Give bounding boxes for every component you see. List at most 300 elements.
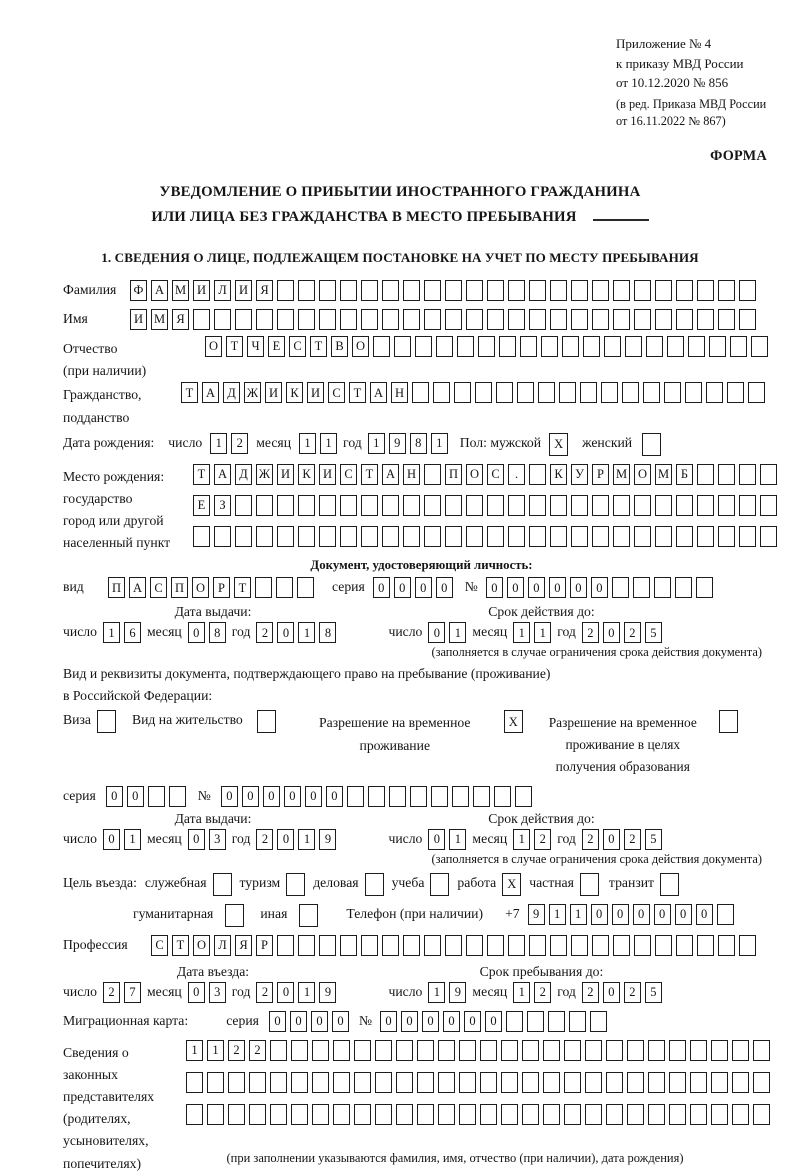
char-cell[interactable]: 0 [612, 904, 629, 925]
char-cell[interactable] [571, 935, 588, 956]
char-cell[interactable] [214, 309, 231, 330]
char-cell[interactable] [690, 1104, 707, 1125]
char-cell[interactable] [475, 382, 492, 403]
char-cell[interactable]: 1 [320, 433, 337, 454]
char-cell[interactable] [718, 935, 735, 956]
id-issue-year-cells[interactable] [256, 622, 336, 643]
char-cell[interactable]: С [151, 935, 168, 956]
char-cell[interactable] [375, 1040, 392, 1061]
legal-cells-row2[interactable] [186, 1072, 770, 1093]
char-cell[interactable]: 0 [188, 982, 205, 1003]
char-cell[interactable] [753, 1104, 770, 1125]
char-cell[interactable] [487, 935, 504, 956]
char-cell[interactable] [494, 786, 511, 807]
char-cell[interactable] [424, 495, 441, 516]
char-cell[interactable]: 0 [221, 786, 238, 807]
char-cell[interactable] [291, 1040, 308, 1061]
char-cell[interactable] [270, 1072, 287, 1093]
id-seriya-cells[interactable] [373, 577, 453, 598]
char-cell[interactable]: 1 [299, 433, 316, 454]
male-checkbox[interactable] [549, 433, 568, 456]
char-cell[interactable]: А [151, 280, 168, 301]
char-cell[interactable] [585, 1104, 602, 1125]
char-cell[interactable]: Ж [244, 382, 261, 403]
char-cell[interactable]: 1 [549, 904, 566, 925]
char-cell[interactable]: З [214, 495, 231, 516]
char-cell[interactable] [417, 1072, 434, 1093]
char-cell[interactable]: 3 [209, 982, 226, 1003]
char-cell[interactable] [459, 1104, 476, 1125]
char-cell[interactable]: 1 [298, 982, 315, 1003]
char-cell[interactable]: 2 [228, 1040, 245, 1061]
char-cell[interactable]: П [108, 577, 125, 598]
id-issue-day-cells[interactable] [103, 622, 141, 643]
char-cell[interactable]: О [193, 935, 210, 956]
char-cell[interactable] [501, 1072, 518, 1093]
char-cell[interactable]: 2 [582, 829, 599, 850]
char-cell[interactable] [249, 1104, 266, 1125]
char-cell[interactable]: А [370, 382, 387, 403]
char-cell[interactable] [612, 577, 629, 598]
char-cell[interactable]: Я [235, 935, 252, 956]
char-cell[interactable] [697, 526, 714, 547]
char-cell[interactable] [583, 336, 600, 357]
purpose-humanitarian-checkbox[interactable] [225, 904, 244, 927]
char-cell[interactable] [529, 526, 546, 547]
char-cell[interactable] [627, 1104, 644, 1125]
char-cell[interactable]: 2 [231, 433, 248, 454]
char-cell[interactable] [543, 1040, 560, 1061]
char-cell[interactable] [634, 280, 651, 301]
char-cell[interactable] [520, 336, 537, 357]
char-cell[interactable] [454, 382, 471, 403]
char-cell[interactable]: 1 [186, 1040, 203, 1061]
patronymic-cells[interactable] [205, 336, 768, 357]
char-cell[interactable] [709, 336, 726, 357]
char-cell[interactable] [718, 464, 735, 485]
char-cell[interactable]: 1 [428, 982, 445, 1003]
char-cell[interactable] [538, 382, 555, 403]
char-cell[interactable] [559, 382, 576, 403]
char-cell[interactable] [550, 935, 567, 956]
char-cell[interactable]: 9 [319, 829, 336, 850]
char-cell[interactable] [438, 1104, 455, 1125]
char-cell[interactable]: К [550, 464, 567, 485]
char-cell[interactable]: 0 [696, 904, 713, 925]
char-cell[interactable] [571, 495, 588, 516]
legal-cells-row1[interactable] [186, 1040, 770, 1061]
char-cell[interactable] [286, 873, 305, 896]
char-cell[interactable]: С [340, 464, 357, 485]
char-cell[interactable] [508, 526, 525, 547]
char-cell[interactable] [564, 1040, 581, 1061]
char-cell[interactable]: О [466, 464, 483, 485]
char-cell[interactable] [373, 336, 390, 357]
char-cell[interactable] [193, 309, 210, 330]
char-cell[interactable]: О [352, 336, 369, 357]
char-cell[interactable] [613, 280, 630, 301]
char-cell[interactable] [739, 280, 756, 301]
char-cell[interactable] [648, 1072, 665, 1093]
char-cell[interactable] [753, 1072, 770, 1093]
char-cell[interactable]: Л [214, 280, 231, 301]
char-cell[interactable] [634, 495, 651, 516]
char-cell[interactable]: Т [226, 336, 243, 357]
char-cell[interactable] [718, 309, 735, 330]
char-cell[interactable] [499, 336, 516, 357]
temp-residence-checkbox[interactable] [504, 710, 523, 733]
char-cell[interactable]: 0 [373, 577, 390, 598]
char-cell[interactable] [382, 280, 399, 301]
char-cell[interactable]: 0 [277, 622, 294, 643]
char-cell[interactable]: И [265, 382, 282, 403]
char-cell[interactable] [291, 1104, 308, 1125]
res-issue-month-cells[interactable] [188, 829, 226, 850]
char-cell[interactable] [697, 495, 714, 516]
char-cell[interactable]: И [193, 280, 210, 301]
birth-place-cells-row3[interactable] [193, 526, 777, 547]
char-cell[interactable] [664, 382, 681, 403]
char-cell[interactable]: 0 [311, 1011, 328, 1032]
purpose-tourism-checkbox[interactable] [286, 873, 305, 896]
char-cell[interactable]: 0 [428, 829, 445, 850]
char-cell[interactable]: 0 [603, 622, 620, 643]
char-cell[interactable] [403, 495, 420, 516]
char-cell[interactable] [508, 280, 525, 301]
char-cell[interactable] [270, 1104, 287, 1125]
char-cell[interactable] [527, 1011, 544, 1032]
char-cell[interactable] [375, 1104, 392, 1125]
char-cell[interactable]: 8 [410, 433, 427, 454]
char-cell[interactable] [276, 577, 293, 598]
char-cell[interactable] [660, 873, 679, 896]
char-cell[interactable]: М [172, 280, 189, 301]
char-cell[interactable]: Н [403, 464, 420, 485]
char-cell[interactable] [676, 309, 693, 330]
char-cell[interactable] [669, 1040, 686, 1061]
char-cell[interactable] [613, 526, 630, 547]
char-cell[interactable]: 9 [319, 982, 336, 1003]
char-cell[interactable]: 0 [380, 1011, 397, 1032]
char-cell[interactable] [382, 495, 399, 516]
char-cell[interactable]: 0 [415, 577, 432, 598]
char-cell[interactable]: И [277, 464, 294, 485]
char-cell[interactable]: . [508, 464, 525, 485]
char-cell[interactable]: 0 [570, 577, 587, 598]
char-cell[interactable] [633, 577, 650, 598]
char-cell[interactable] [751, 336, 768, 357]
char-cell[interactable]: 1 [431, 433, 448, 454]
female-checkbox[interactable] [642, 433, 661, 456]
char-cell[interactable] [517, 382, 534, 403]
char-cell[interactable] [655, 309, 672, 330]
char-cell[interactable]: 0 [188, 829, 205, 850]
id-valid-day-cells[interactable] [428, 622, 466, 643]
char-cell[interactable] [592, 935, 609, 956]
char-cell[interactable] [445, 280, 462, 301]
char-cell[interactable] [436, 336, 453, 357]
char-cell[interactable] [207, 1072, 224, 1093]
char-cell[interactable]: 1 [210, 433, 227, 454]
char-cell[interactable] [592, 280, 609, 301]
char-cell[interactable] [522, 1104, 539, 1125]
char-cell[interactable] [487, 495, 504, 516]
res-issue-year-cells[interactable] [256, 829, 336, 850]
char-cell[interactable] [340, 495, 357, 516]
char-cell[interactable] [571, 280, 588, 301]
char-cell[interactable] [235, 495, 252, 516]
char-cell[interactable] [412, 382, 429, 403]
char-cell[interactable]: 0 [549, 577, 566, 598]
char-cell[interactable] [529, 495, 546, 516]
char-cell[interactable] [438, 1040, 455, 1061]
char-cell[interactable]: 1 [298, 829, 315, 850]
char-cell[interactable] [529, 464, 546, 485]
char-cell[interactable] [732, 1104, 749, 1125]
char-cell[interactable] [424, 280, 441, 301]
id-issue-month-cells[interactable] [188, 622, 226, 643]
char-cell[interactable]: Р [592, 464, 609, 485]
char-cell[interactable] [319, 935, 336, 956]
char-cell[interactable]: Е [268, 336, 285, 357]
char-cell[interactable]: 8 [319, 622, 336, 643]
char-cell[interactable]: 0 [591, 904, 608, 925]
char-cell[interactable] [719, 710, 738, 733]
char-cell[interactable] [193, 526, 210, 547]
char-cell[interactable] [169, 786, 186, 807]
char-cell[interactable] [452, 786, 469, 807]
char-cell[interactable] [606, 1072, 623, 1093]
char-cell[interactable] [459, 1072, 476, 1093]
char-cell[interactable] [361, 280, 378, 301]
char-cell[interactable]: 0 [654, 904, 671, 925]
birth-day-cells[interactable] [210, 433, 248, 454]
char-cell[interactable] [522, 1040, 539, 1061]
char-cell[interactable] [333, 1072, 350, 1093]
char-cell[interactable]: 1 [534, 622, 551, 643]
char-cell[interactable] [424, 526, 441, 547]
char-cell[interactable]: X [502, 873, 521, 896]
char-cell[interactable] [550, 309, 567, 330]
char-cell[interactable] [319, 309, 336, 330]
char-cell[interactable] [646, 336, 663, 357]
birth-month-cells[interactable] [299, 433, 337, 454]
char-cell[interactable]: 0 [443, 1011, 460, 1032]
char-cell[interactable] [459, 1040, 476, 1061]
char-cell[interactable]: 0 [326, 786, 343, 807]
char-cell[interactable]: П [445, 464, 462, 485]
char-cell[interactable] [394, 336, 411, 357]
char-cell[interactable] [676, 495, 693, 516]
char-cell[interactable]: Т [310, 336, 327, 357]
res-issue-day-cells[interactable] [103, 829, 141, 850]
char-cell[interactable]: И [130, 309, 147, 330]
char-cell[interactable] [473, 786, 490, 807]
char-cell[interactable] [739, 495, 756, 516]
entry-year-cells[interactable] [256, 982, 336, 1003]
char-cell[interactable]: Ч [247, 336, 264, 357]
char-cell[interactable] [718, 280, 735, 301]
char-cell[interactable] [396, 1104, 413, 1125]
char-cell[interactable]: 3 [209, 829, 226, 850]
char-cell[interactable] [396, 1072, 413, 1093]
char-cell[interactable]: О [634, 464, 651, 485]
char-cell[interactable]: 1 [124, 829, 141, 850]
char-cell[interactable] [340, 526, 357, 547]
char-cell[interactable] [550, 495, 567, 516]
char-cell[interactable]: А [129, 577, 146, 598]
char-cell[interactable] [550, 280, 567, 301]
char-cell[interactable]: 1 [513, 982, 530, 1003]
char-cell[interactable]: 2 [103, 982, 120, 1003]
char-cell[interactable]: Ж [256, 464, 273, 485]
char-cell[interactable] [548, 1011, 565, 1032]
char-cell[interactable] [382, 526, 399, 547]
char-cell[interactable] [529, 309, 546, 330]
char-cell[interactable] [361, 309, 378, 330]
char-cell[interactable]: 0 [633, 904, 650, 925]
char-cell[interactable] [676, 280, 693, 301]
res-seriya-cells[interactable] [106, 786, 186, 807]
char-cell[interactable]: 0 [603, 982, 620, 1003]
char-cell[interactable] [627, 1040, 644, 1061]
char-cell[interactable] [319, 526, 336, 547]
char-cell[interactable]: 0 [464, 1011, 481, 1032]
char-cell[interactable] [487, 280, 504, 301]
char-cell[interactable] [634, 309, 651, 330]
char-cell[interactable] [718, 495, 735, 516]
char-cell[interactable] [508, 935, 525, 956]
char-cell[interactable] [634, 526, 651, 547]
char-cell[interactable] [298, 495, 315, 516]
phone-cells[interactable] [528, 904, 734, 925]
entry-month-cells[interactable] [188, 982, 226, 1003]
char-cell[interactable] [648, 1104, 665, 1125]
res-valid-year-cells[interactable] [582, 829, 662, 850]
char-cell[interactable] [760, 495, 777, 516]
char-cell[interactable] [97, 710, 116, 733]
char-cell[interactable] [643, 382, 660, 403]
char-cell[interactable] [760, 464, 777, 485]
char-cell[interactable]: 2 [624, 982, 641, 1003]
char-cell[interactable]: 9 [389, 433, 406, 454]
char-cell[interactable]: 0 [305, 786, 322, 807]
char-cell[interactable]: М [655, 464, 672, 485]
purpose-work-checkbox[interactable] [502, 873, 521, 896]
char-cell[interactable] [739, 935, 756, 956]
char-cell[interactable]: 5 [645, 622, 662, 643]
char-cell[interactable] [347, 786, 364, 807]
char-cell[interactable]: Т [181, 382, 198, 403]
char-cell[interactable] [685, 382, 702, 403]
char-cell[interactable]: 1 [298, 622, 315, 643]
char-cell[interactable]: И [307, 382, 324, 403]
char-cell[interactable]: 5 [645, 982, 662, 1003]
char-cell[interactable]: А [202, 382, 219, 403]
char-cell[interactable] [228, 1104, 245, 1125]
id-valid-year-cells[interactable] [582, 622, 662, 643]
char-cell[interactable] [298, 526, 315, 547]
char-cell[interactable] [207, 1104, 224, 1125]
char-cell[interactable] [696, 577, 713, 598]
purpose-study-checkbox[interactable] [430, 873, 449, 896]
char-cell[interactable]: 1 [207, 1040, 224, 1061]
char-cell[interactable] [625, 336, 642, 357]
char-cell[interactable]: 6 [124, 622, 141, 643]
char-cell[interactable] [256, 309, 273, 330]
char-cell[interactable] [256, 495, 273, 516]
char-cell[interactable] [676, 935, 693, 956]
res-valid-day-cells[interactable] [428, 829, 466, 850]
char-cell[interactable]: 1 [449, 829, 466, 850]
char-cell[interactable] [522, 1072, 539, 1093]
char-cell[interactable]: М [151, 309, 168, 330]
char-cell[interactable] [403, 280, 420, 301]
char-cell[interactable] [613, 935, 630, 956]
char-cell[interactable] [760, 526, 777, 547]
char-cell[interactable] [592, 526, 609, 547]
char-cell[interactable]: А [214, 464, 231, 485]
char-cell[interactable] [706, 382, 723, 403]
char-cell[interactable]: К [286, 382, 303, 403]
stay-year-cells[interactable] [582, 982, 662, 1003]
purpose-private-checkbox[interactable] [580, 873, 599, 896]
char-cell[interactable]: 1 [513, 622, 530, 643]
char-cell[interactable] [506, 1011, 523, 1032]
char-cell[interactable] [564, 1072, 581, 1093]
char-cell[interactable] [613, 309, 630, 330]
res-valid-month-cells[interactable] [513, 829, 551, 850]
char-cell[interactable]: 2 [624, 829, 641, 850]
char-cell[interactable] [571, 526, 588, 547]
char-cell[interactable]: Я [256, 280, 273, 301]
char-cell[interactable]: 2 [624, 622, 641, 643]
citizenship-cells[interactable] [181, 382, 765, 403]
char-cell[interactable] [487, 526, 504, 547]
char-cell[interactable] [501, 1040, 518, 1061]
char-cell[interactable] [368, 786, 385, 807]
char-cell[interactable] [354, 1104, 371, 1125]
char-cell[interactable]: К [298, 464, 315, 485]
char-cell[interactable]: 0 [422, 1011, 439, 1032]
birth-place-cells-row1[interactable] [193, 464, 777, 485]
char-cell[interactable] [487, 309, 504, 330]
migration-seriya-cells[interactable] [269, 1011, 349, 1032]
entry-day-cells[interactable] [103, 982, 141, 1003]
char-cell[interactable]: 0 [188, 622, 205, 643]
char-cell[interactable] [235, 309, 252, 330]
char-cell[interactable] [466, 309, 483, 330]
char-cell[interactable]: 5 [645, 829, 662, 850]
char-cell[interactable] [333, 1104, 350, 1125]
char-cell[interactable] [249, 1072, 266, 1093]
char-cell[interactable] [585, 1072, 602, 1093]
char-cell[interactable] [403, 309, 420, 330]
id-number-cells[interactable] [486, 577, 713, 598]
char-cell[interactable] [382, 309, 399, 330]
char-cell[interactable]: 0 [485, 1011, 502, 1032]
residence-permit-checkbox[interactable] [257, 710, 276, 733]
purpose-commercial-checkbox[interactable] [365, 873, 384, 896]
purpose-business-checkbox[interactable] [213, 873, 232, 896]
char-cell[interactable] [711, 1104, 728, 1125]
char-cell[interactable] [508, 495, 525, 516]
char-cell[interactable] [186, 1104, 203, 1125]
char-cell[interactable]: 8 [209, 622, 226, 643]
char-cell[interactable]: 0 [269, 1011, 286, 1032]
temp-residence-edu-checkbox[interactable] [719, 710, 738, 733]
char-cell[interactable] [655, 526, 672, 547]
